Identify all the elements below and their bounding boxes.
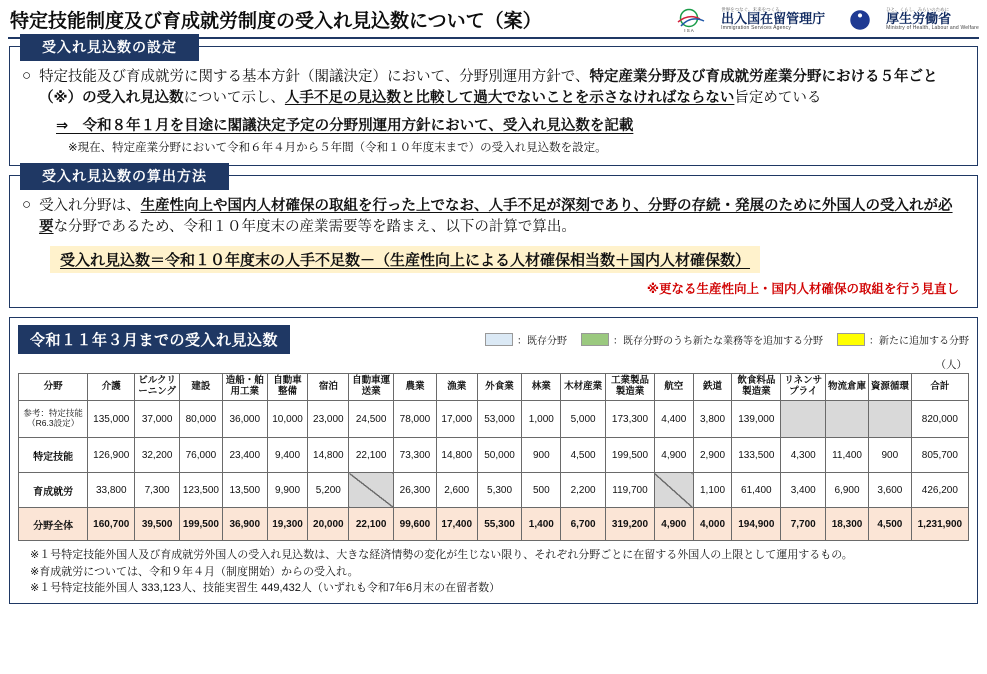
cell-sk-18: 900	[868, 438, 911, 473]
cell-ik-7: 26,300	[394, 473, 437, 508]
cell-ik-5: 5,200	[308, 473, 349, 508]
col-head-field: 分野	[19, 374, 88, 401]
cell-all-0: 160,700	[88, 508, 135, 541]
legend-label-new-field: ：新たに追加する分野	[869, 336, 969, 348]
cell-ik-11: 2,200	[561, 473, 606, 508]
footnote-3: ※１号特定技能外国人 333,123人、技能実習生 449,432人（いずれも令和7年6月末の在留者数）	[30, 582, 501, 595]
cell-all-13: 4,900	[654, 508, 693, 541]
cell-sk-2: 76,000	[180, 438, 223, 473]
s1-part-3: 人手不足の見込数と比較して過大でないことを示さなければならない	[284, 90, 735, 107]
cell-ref-0: 135,000	[88, 401, 135, 438]
cell-sk-8: 14,800	[436, 438, 477, 473]
cell-ik-16: 3,400	[781, 473, 826, 508]
cell-ref-14: 3,800	[693, 401, 732, 438]
cell-all-7: 99,600	[394, 508, 437, 541]
cell-all-17: 18,300	[826, 508, 869, 541]
cell-ik-9: 5,300	[477, 473, 522, 508]
s1-part-1: 特定産業分野及び育成就労産業分野における５年ごと（※）の受入れ見込数	[39, 69, 938, 107]
table-title: 令和１１年３月までの受入れ見込数	[18, 325, 290, 354]
col-head-construction: 建設	[180, 374, 223, 401]
legend-label-added-task: ：既存分野のうち新たな業務等を追加する分野	[613, 336, 823, 348]
cell-all-8: 17,400	[436, 508, 477, 541]
section-setting-panel	[9, 39, 978, 166]
cell-ik-12: 119,700	[606, 473, 655, 508]
table-header-bar	[18, 325, 969, 354]
cell-sk-10: 900	[522, 438, 561, 473]
s1-part-0: 特定技能及び育成就労に関する基本方針（閣議決定）において、分野別運用方針で、	[39, 69, 590, 85]
cell-all-2: 199,500	[180, 508, 223, 541]
mhlw-logo	[839, 7, 979, 33]
cell-sk-5: 14,800	[308, 438, 349, 473]
forecast-table-head	[19, 374, 969, 401]
row-label-specified-skilled: 特定技能	[19, 438, 88, 473]
s1-part-4: 旨定めている	[734, 90, 822, 107]
col-head-fishery: 漁業	[436, 374, 477, 401]
col-head-food-manufacturing: 飲食料品製造業	[732, 374, 781, 401]
cell-all-14: 4,000	[693, 508, 732, 541]
forecast-table	[18, 373, 969, 541]
legend-item-added-task	[581, 332, 823, 347]
section-method-red-note: ※更なる生産性向上・国内人材確保の取組を行う見直し	[646, 282, 959, 297]
cell-ref-10: 1,000	[522, 401, 561, 438]
calculation-formula: 受入れ見込数＝令和１０年度末の人手不足数－（生産性向上による人材確保相当数＋国内人材確保数）	[50, 246, 760, 273]
col-head-auto-maintenance: 自動車整備	[267, 374, 308, 401]
mhlw-logo-text	[886, 8, 979, 32]
cell-sk-13: 4,900	[654, 438, 693, 473]
cell-all-total: 1,231,900	[911, 508, 968, 541]
col-head-linen-supply: リネンサプライ	[781, 374, 826, 401]
section-setting-bullet-row	[22, 67, 965, 109]
s2-part-1: 生産性向上や国内人材確保の取組を行った上でなお、人手不足が深刻であり、分野の存続・発展のために外国人の受入れが必要	[39, 198, 953, 236]
forecast-table-body	[19, 401, 969, 541]
legend-swatch-existing	[485, 333, 513, 346]
isa-logo-name: 出入国在留管理庁	[721, 11, 826, 27]
mhlw-logo-subname: Ministry of Health, Labour and Welfare	[886, 25, 979, 32]
footnote-2: ※育成就労については、令和９年４月（制度開始）からの受入れ。	[30, 565, 359, 578]
cell-ik-10: 500	[522, 473, 561, 508]
cell-ref-15: 139,000	[732, 401, 781, 438]
table-footnotes	[30, 547, 957, 597]
cell-all-16: 7,700	[781, 508, 826, 541]
col-head-logistics-warehouse: 物流倉庫	[826, 374, 869, 401]
cell-ik-6	[349, 473, 394, 508]
cell-ref-8: 17,000	[436, 401, 477, 438]
bullet-marker-1: ○	[22, 67, 32, 84]
table-unit: （人）	[935, 359, 967, 372]
col-head-forestry: 林業	[522, 374, 561, 401]
isa-logo-subname: Immigration Services Agency	[721, 25, 792, 32]
col-head-auto-transport: 自動車運送業	[349, 374, 394, 401]
mhlw-logo-icon	[839, 7, 881, 33]
row-label-training-employment: 育成就労	[19, 473, 88, 508]
cell-all-9: 55,300	[477, 508, 522, 541]
legend-item-existing	[485, 332, 567, 347]
col-head-shipbuilding: 造船・舶用工業	[222, 374, 267, 401]
page-header	[0, 0, 987, 37]
cell-all-5: 20,000	[308, 508, 349, 541]
col-head-resource-circulation: 資源循環	[868, 374, 911, 401]
svg-text:I S A: I S A	[684, 27, 694, 33]
cell-all-1: 39,500	[135, 508, 180, 541]
cell-ref-total: 820,000	[911, 401, 968, 438]
section-method-text	[39, 196, 965, 238]
legend-swatch-added-task	[581, 333, 609, 346]
s1-part-2: について示し、	[183, 90, 285, 107]
col-head-total: 合計	[911, 374, 968, 401]
page-title: 特定技能制度及び育成就労制度の受入れ見込数について（案）	[10, 11, 542, 32]
isa-logo	[674, 7, 825, 33]
cell-sk-12: 199,500	[606, 438, 655, 473]
cell-sk-total: 805,700	[911, 438, 968, 473]
cell-ik-3: 13,500	[222, 473, 267, 508]
cell-ref-5: 23,000	[308, 401, 349, 438]
cell-all-6: 22,100	[349, 508, 394, 541]
cell-ref-11: 5,000	[561, 401, 606, 438]
cell-ik-15: 61,400	[732, 473, 781, 508]
section-setting-body	[10, 47, 977, 165]
section-setting-text	[39, 67, 965, 109]
cell-ik-8: 2,600	[436, 473, 477, 508]
cell-all-10: 1,400	[522, 508, 561, 541]
cell-sk-0: 126,900	[88, 438, 135, 473]
isa-logo-text	[721, 8, 825, 32]
table-legend	[485, 332, 969, 347]
col-head-kaigo: 介護	[88, 374, 135, 401]
cell-ref-13: 4,400	[654, 401, 693, 438]
cell-sk-17: 11,400	[826, 438, 869, 473]
table-row	[19, 473, 969, 508]
agency-logos	[674, 7, 979, 33]
table-row	[19, 438, 969, 473]
isa-logo-tagline: 世界をつなぐ、未来をつくる。	[721, 6, 785, 12]
cell-ref-7: 78,000	[394, 401, 437, 438]
cell-ik-2: 123,500	[180, 473, 223, 508]
cell-ik-1: 7,300	[135, 473, 180, 508]
cell-ik-0: 33,800	[88, 473, 135, 508]
cell-all-15: 194,900	[732, 508, 781, 541]
cell-sk-7: 73,300	[394, 438, 437, 473]
cell-ik-17: 6,900	[826, 473, 869, 508]
cell-sk-14: 2,900	[693, 438, 732, 473]
cell-sk-15: 133,500	[732, 438, 781, 473]
col-head-food-service: 外食業	[477, 374, 522, 401]
table-header-row	[19, 374, 969, 401]
s2-part-2: な分野であるため、令和１０年度末の産業需要等を踏まえ、以下の計算で算出。	[53, 219, 576, 236]
mhlw-logo-name: 厚生労働省	[886, 11, 952, 27]
s2-part-0: 受入れ分野は、	[39, 198, 141, 215]
section-method-body	[10, 176, 977, 307]
section-setting-label: 受入れ見込数の設定	[20, 34, 199, 61]
table-panel	[9, 317, 978, 604]
legend-swatch-new-field	[837, 333, 865, 346]
cell-ref-6: 24,500	[349, 401, 394, 438]
col-head-aviation: 航空	[654, 374, 693, 401]
cell-sk-6: 22,100	[349, 438, 394, 473]
cell-ik-18: 3,600	[868, 473, 911, 508]
mhlw-logo-tagline: ひと、くらし、みらいのために	[886, 6, 950, 12]
cell-ref-18	[868, 401, 911, 438]
cell-all-3: 36,900	[222, 508, 267, 541]
col-head-building-cleaning: ビルクリーニング	[135, 374, 180, 401]
section-method-bullet-row	[22, 196, 965, 238]
col-head-railway: 鉄道	[693, 374, 732, 401]
section-method-label: 受入れ見込数の算出方法	[20, 163, 229, 190]
cell-all-12: 319,200	[606, 508, 655, 541]
cell-sk-11: 4,500	[561, 438, 606, 473]
section-setting-arrow: ⇒ 令和８年１月を目途に閣議決定予定の分野別運用方針において、受入れ見込数を記載	[56, 118, 634, 135]
cell-ref-1: 37,000	[135, 401, 180, 438]
section-setting-note: ※現在、特定産業分野において令和６年４月から５年間（令和１０年度末まで）の受入れ見込数を設定。	[68, 142, 607, 155]
cell-all-4: 19,300	[267, 508, 308, 541]
col-head-wood-industry: 木材産業	[561, 374, 606, 401]
cell-ref-2: 80,000	[180, 401, 223, 438]
section-method-panel	[9, 168, 978, 308]
cell-ref-12: 173,300	[606, 401, 655, 438]
cell-ref-3: 36,000	[222, 401, 267, 438]
cell-ref-17	[826, 401, 869, 438]
row-label-field-total: 分野全体	[19, 508, 88, 541]
cell-ref-16	[781, 401, 826, 438]
cell-ref-9: 53,000	[477, 401, 522, 438]
cell-ik-14: 1,100	[693, 473, 732, 508]
isa-logo-icon	[674, 7, 716, 33]
cell-sk-4: 9,400	[267, 438, 308, 473]
legend-label-existing: ：既存分野	[517, 336, 567, 348]
cell-sk-3: 23,400	[222, 438, 267, 473]
cell-all-18: 4,500	[868, 508, 911, 541]
cell-sk-16: 4,300	[781, 438, 826, 473]
cell-sk-9: 50,000	[477, 438, 522, 473]
col-head-agriculture: 農業	[394, 374, 437, 401]
cell-all-11: 6,700	[561, 508, 606, 541]
col-head-industrial-products: 工業製品製造業	[606, 374, 655, 401]
bullet-marker-2: ○	[22, 196, 32, 214]
legend-item-new-field	[837, 332, 969, 347]
row-label-reference: 参考：特定技能（R6.3設定）	[19, 401, 88, 438]
table-row	[19, 401, 969, 438]
cell-ik-13	[654, 473, 693, 508]
cell-sk-1: 32,200	[135, 438, 180, 473]
cell-ik-total: 426,200	[911, 473, 968, 508]
cell-ref-4: 10,000	[267, 401, 308, 438]
footnote-1: ※１号特定技能外国人及び育成就労外国人の受入れ見込数は、大きな経済情勢の変化が生じない限り、それぞれ分野ごとに在留する外国人の上限として運用するもの。	[30, 549, 853, 562]
table-row	[19, 508, 969, 541]
cell-ik-4: 9,900	[267, 473, 308, 508]
col-head-lodging: 宿泊	[308, 374, 349, 401]
